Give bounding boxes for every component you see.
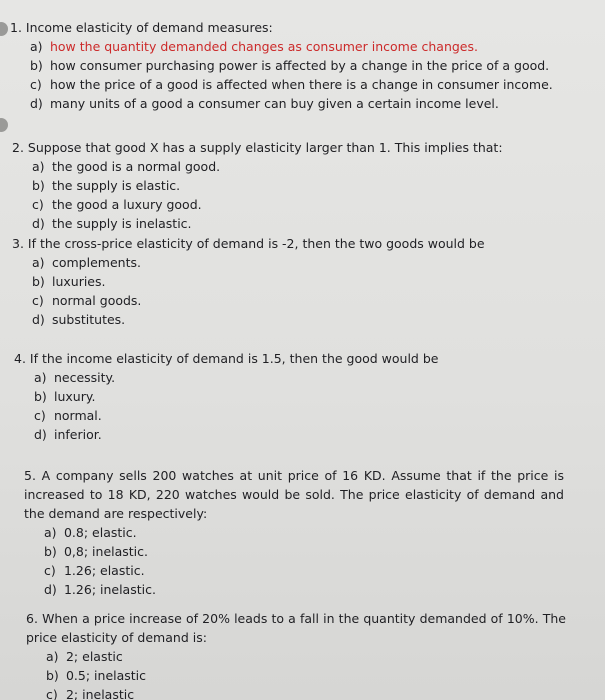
question-5 — [24, 466, 564, 599]
option-c: c) 2; inelastic — [46, 687, 135, 700]
question-3 — [12, 234, 592, 329]
question-4 — [14, 349, 589, 444]
option-a: a) how the quantity demanded changes as consumer income changes. — [30, 39, 478, 54]
option-d: d) inferior. — [34, 427, 102, 442]
option-c: c) 1.26; elastic. — [44, 563, 145, 578]
option-c: c) normal goods. — [32, 293, 142, 308]
question-stem: 4. If the income elasticity of demand is 1.5, then the good would be — [14, 351, 439, 366]
option-a: a) 2; elastic — [46, 649, 123, 664]
highlighted-answer: how the quantity demanded changes as consumer income changes. — [49, 39, 478, 54]
option-b: b) 0,8; inelastic. — [44, 544, 148, 559]
option-b: b) luxury. — [34, 389, 96, 404]
option-d: d) the supply is inelastic. — [32, 216, 192, 231]
question-6 — [26, 609, 566, 700]
question-stem: 6. When a price increase of 20% leads to a fall in the quantity demanded of 10%. The price elasticity of demand is: — [26, 611, 566, 645]
option-a: a) 0.8; elastic. — [44, 525, 137, 540]
question-2 — [12, 138, 592, 233]
question-stem: 1. Income elasticity of demand measures: — [10, 20, 273, 35]
option-c: c) normal. — [34, 408, 102, 423]
option-b: b) how consumer purchasing power is affected by a change in the price of a good. — [30, 58, 550, 73]
option-a: a) necessity. — [34, 370, 116, 385]
option-c: c) how the price of a good is affected when there is a change in consumer income. — [30, 77, 553, 92]
question-1 — [10, 18, 590, 113]
question-stem: 3. If the cross-price elasticity of demand is -2, then the two goods would be — [12, 236, 485, 251]
question-stem: 5. A company sells 200 watches at unit price of 16 KD. Assume that if the price is increased to 18 KD, 220 watches would be sold. The price elasticity of demand and the demand are respectively: — [24, 468, 564, 521]
binder-hole — [0, 22, 8, 36]
option-b: b) luxuries. — [32, 274, 106, 289]
option-a: a) the good is a normal good. — [32, 159, 221, 174]
option-c: c) the good a luxury good. — [32, 197, 202, 212]
option-b: b) 0.5; inelastic — [46, 668, 147, 683]
option-a: a) complements. — [32, 255, 141, 270]
option-d: d) 1.26; inelastic. — [44, 582, 156, 597]
option-d: d) substitutes. — [32, 312, 126, 327]
option-d: d) many units of a good a consumer can buy given a certain income level. — [30, 96, 499, 111]
option-b: b) the supply is elastic. — [32, 178, 181, 193]
binder-hole — [0, 118, 8, 132]
question-stem: 2. Suppose that good X has a supply elasticity larger than 1. This implies that: — [12, 140, 503, 155]
